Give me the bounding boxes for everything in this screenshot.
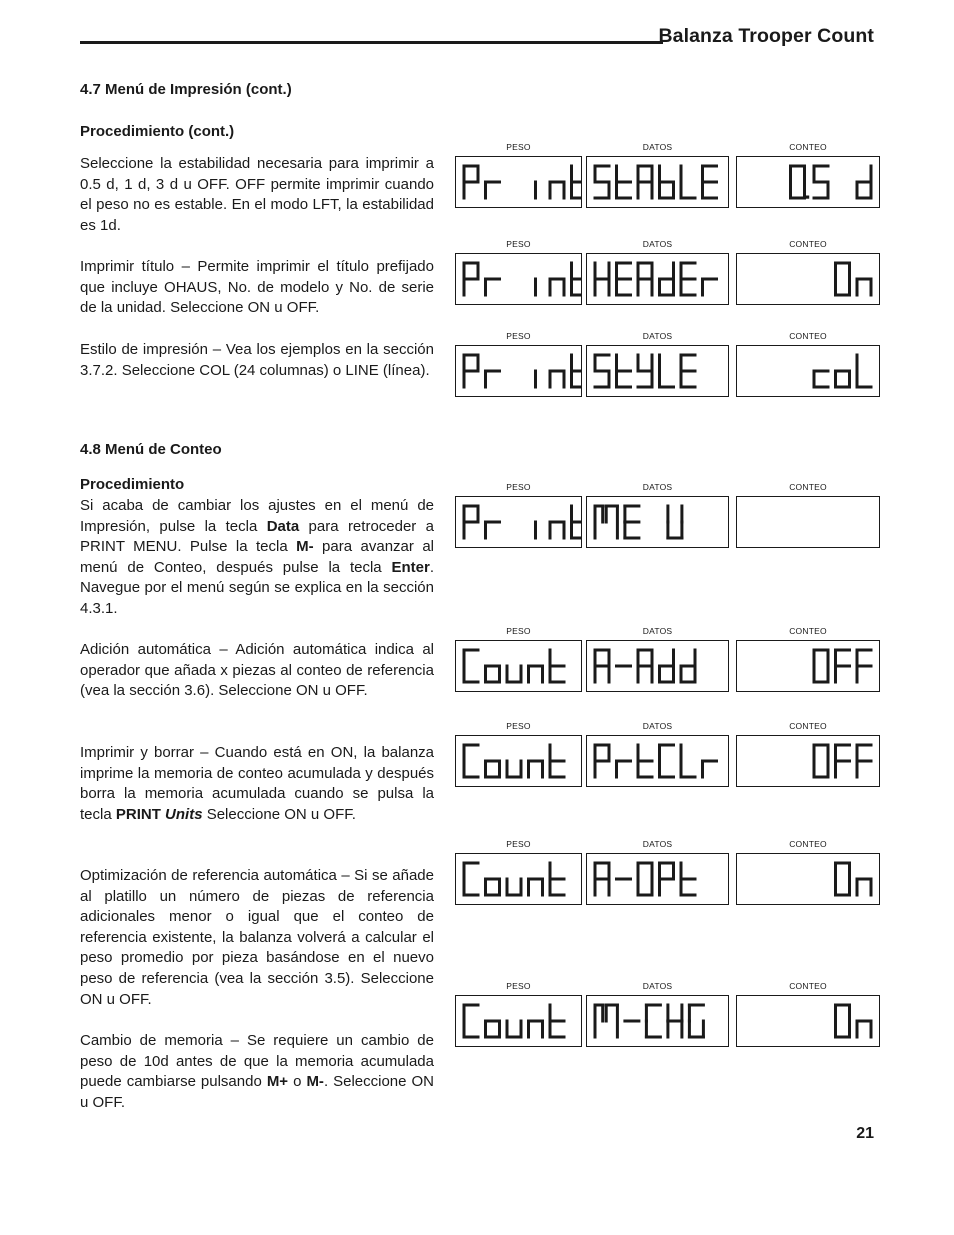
display-peso: PESO [455,239,582,309]
display-row-print-style [455,331,880,401]
display-peso: PESO [455,839,582,909]
page-number: 21 [856,1125,874,1142]
paragraph-memory-change: Cambio de memoria – Se requiere un cambio de peso de 10d antes de que la memoria acumulada puede cambiarse pulsando M+ o M-. Seleccione ON u OFF. [80,1032,434,1111]
display-conteo: CONTEO [736,331,880,401]
seg-display-conteo [737,497,879,547]
key-units: Units [165,805,203,823]
display-peso: PESO [455,981,582,1051]
display-conteo: CONTEO [736,626,880,696]
display-conteo: CONTEO [736,721,880,791]
display-datos: DATOS [586,482,729,552]
display-datos: DATOS [586,239,729,309]
paragraph-auto-optimization: Optimización de referencia automática – Si se añade al platillo un número de piezas de referencia adicionales menor o igual que el conteo de referencia existente, la balanza volverá a calcular el peso promedio por pieza basándose en el nuevo peso de referencia (vea la sección 3.5). Seleccione ON u OFF. [80,867,434,1008]
seg-display-datos [587,346,728,396]
seg-display-peso [456,854,581,904]
paragraph-print-header: Imprimir título – Permite imprimir el título prefijado que incluye OHAUS, No. de modelo y No. de serie de la unidad. Seleccione ON u OFF. [80,258,434,317]
display-peso: PESO [455,142,582,212]
display-datos: DATOS [586,839,729,909]
display-conteo: CONTEO [736,981,880,1051]
seg-display-peso [456,641,581,691]
paragraph-auto-add: Adición automática – Adición automática indica al operador que añada x piezas al conteo de referencia (vea la sección 3.6). Seleccione ON u OFF. [80,641,434,700]
display-row-count-memory-change [455,981,880,1051]
paragraph-count-procedure: Si acaba de cambiar los ajustes en el menú de Impresión, pulse la tecla Data para retroceder a PRINT MENU. Pulse la tecla M- para avanzar al menú de Conteo, después pulse la tecla Enter. Navegue por el menú según se explica en la sección 4.3.1. [80,497,435,617]
seg-display-datos [587,996,728,1046]
seg-display-peso [456,996,581,1046]
seg-display-datos [587,854,728,904]
seg-display-datos [587,641,728,691]
display-peso: PESO [455,626,582,696]
seg-display-datos [587,157,728,207]
seg-display-conteo [737,157,879,207]
seg-display-conteo [737,641,879,691]
display-datos: DATOS [586,331,729,401]
display-conteo: CONTEO [736,839,880,909]
section-4-8-subtitle: Procedimiento [80,476,185,493]
seg-display-peso [456,346,581,396]
display-datos: DATOS [586,981,729,1051]
display-conteo: CONTEO [736,142,880,212]
seg-display-datos [587,497,728,547]
seg-display-conteo [737,854,879,904]
display-peso: PESO [455,331,582,401]
display-row-print-stable [455,142,880,212]
display-row-count-print-clear [455,721,880,791]
display-conteo: CONTEO [736,482,880,552]
display-conteo: CONTEO [736,239,880,309]
seg-display-datos [587,736,728,786]
display-datos: DATOS [586,721,729,791]
seg-display-peso [456,736,581,786]
key-m-plus: M+ [266,1073,289,1091]
section-4-8-title: 4.8 Menú de Conteo [80,441,222,458]
display-datos: DATOS [586,626,729,696]
seg-display-conteo [737,736,879,786]
seg-display-datos [587,254,728,304]
key-print: PRINT [115,805,161,823]
header-rule [80,41,663,44]
seg-display-peso [456,497,581,547]
display-row-count-auto-opt [455,839,880,909]
page-header-title: Balanza Trooper Count [658,25,874,47]
display-peso: PESO [455,482,582,552]
paragraph-stability: Seleccione la estabilidad necesaria para imprimir a 0.5 d, 1 d, 3 d u OFF. OFF permite imprimir cuando el peso no es estable. En el modo LFT, la estabilidad es 1d. [80,155,434,234]
key-data: Data [266,517,300,535]
display-row-print-header [455,239,880,309]
seg-display-conteo [737,254,879,304]
seg-display-conteo [737,996,879,1046]
seg-display-conteo [737,346,879,396]
paragraph-print-clear: Imprimir y borrar – Cuando está en ON, la balanza imprime la memoria de conteo acumulada y después borra la memoria acumulada cuando se pulsa la tecla PRINT Units Seleccione ON u OFF. [80,744,434,823]
display-peso: PESO [455,721,582,791]
paragraph-print-style: Estilo de impresión – Vea los ejemplos en la sección 3.7.2. Seleccione COL (24 columnas) o LINE (línea). [80,341,434,379]
seg-display-peso [456,254,581,304]
display-datos: DATOS [586,142,729,212]
section-4-7-title: 4.7 Menú de Impresión (cont.) [80,81,292,98]
section-4-7-subtitle: Procedimiento (cont.) [80,123,235,140]
display-row-print-menu [455,482,880,552]
seg-display-peso [456,157,581,207]
key-enter: Enter [391,558,430,576]
decimal-point [806,196,809,199]
key-m-minus: M- [306,1073,324,1091]
display-row-count-auto-add [455,626,880,696]
key-m-minus: M- [296,538,314,556]
